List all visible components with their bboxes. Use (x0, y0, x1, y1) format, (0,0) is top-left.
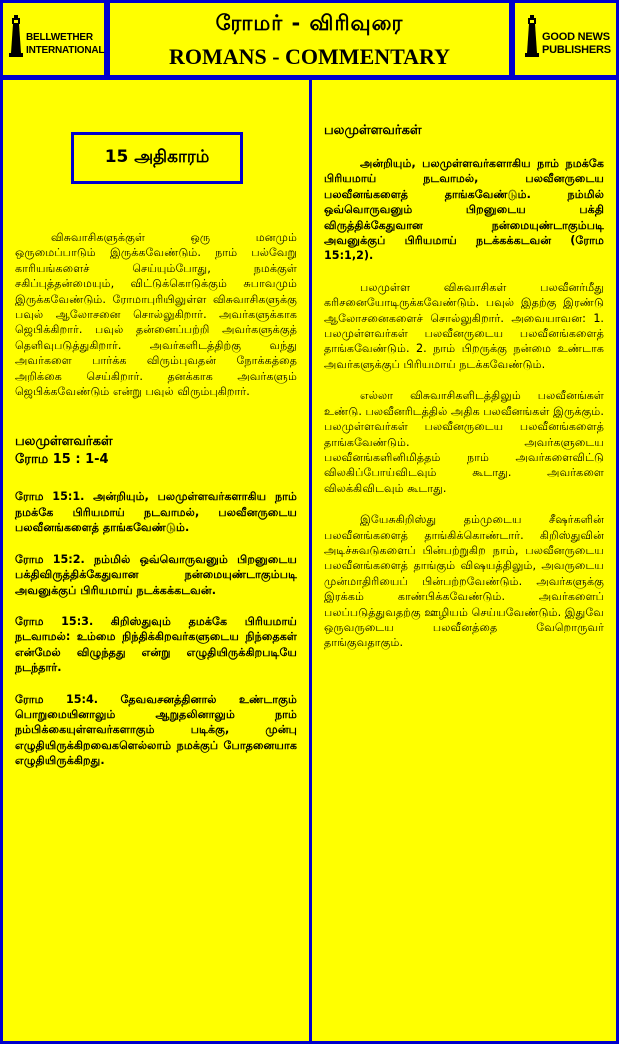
title-english: ROMANS - COMMENTARY (168, 44, 451, 69)
verse-3: ரோம 15:3. கிறிஸ்துவும் தமக்கே பிரியமாய் நடவாமல்: உம்மை நிந்திக்கிறவர்களுடைய நிந்தைகள் என்மேல் விழுந்தது என்று எழுதியிருக்கிறபடியே நடந்தார். (15, 614, 297, 675)
lighthouse-icon (525, 15, 539, 57)
paragraph-3: இயேசுகிறிஸ்து தம்முடைய சீஷர்களின் பலவீனங்களைத் தாங்கிக்கொண்டார். கிறிஸ்துவின் அடிச்சுவடுகளைப் பின்பற்றுகிற நாம், பலவீனருடைய பலவீனங்களைத் தாங்கும் விஷயத்திலும், அவருடைய முன்மாதிரியைப் பின்பற்றவேண்டும். அவர்களுக்கு இரக்கம் காண்பிக்கவேண்டும். அவர்களைப் பலப்படுத்துவதற்கு ஊழியம் செய்யவேண்டும். இதுவே ஒருவருடைய பலவீனத்தை வேறொருவர் தாங்குவதாகும். (324, 513, 604, 650)
right-column-content (324, 122, 604, 651)
verse-4: ரோம 15:4. தேவவசனத்தினால் உண்டாகும் பொறுமையினாலும் ஆறுதலினாலும் நாம் நம்பிக்கையுள்ளவர்களாகும் படிக்கு, முன்பு எழுதியிருக்கிறவைகளெல்லாம் நமக்குப் போதனையாக எழுதியிருக்கிறது. (15, 692, 297, 768)
section-reference: ரோம 15 : 1-4 (15, 452, 109, 468)
left-column (0, 77, 312, 1044)
good-news-logo (525, 15, 611, 57)
right-column (309, 77, 619, 1044)
left-logo-line1: BELLWETHER (26, 32, 93, 43)
section-heading: பலமுள்ளவர்கள் (15, 434, 113, 450)
left-column-content (15, 230, 297, 769)
verse-1: ரோம 15:1. அன்றியும், பலமுள்ளவர்களாகிய நாம் நமக்கே பிரியமாய் நடவாமல், பலவீனருடைய பலவீனங்களைத் தாங்கவேண்டும். (15, 490, 297, 535)
right-heading: பலமுள்ளவர்கள் (324, 123, 422, 138)
paragraph-1: பலமுள்ள விசுவாசிகள் பலவீனர்மீது கரிசனையோடிருக்கவேண்டும். பவுல் இதற்கு இரண்டு ஆலோசனைகளைச் சொல்லுகிறார். அவையாவன: 1. பலமுள்ளவர்கள் பலவீனருடைய பலவீனங்களைத் தாங்கவேண்டும். 2. நாம் பிறருக்கு நன்மை உண்டாக அவர்களுக்குப் பிரியமாய் நடக்கவேண்டும். (324, 280, 604, 371)
title-tamil: ரோமர் - விரிவுரை (215, 11, 404, 35)
chapter-title: 15 அதிகாரம் (104, 147, 210, 167)
verse-2: ரோம 15:2. நம்மில் ஒவ்வொருவனும் பிறனுடைய பக்திவிருத்திக்கேதுவான நன்மையுண்டாகும்படி அவனுக்குப் பிரியமாய் நடக்கக்கடவன். (15, 552, 297, 597)
bellwether-logo (9, 15, 104, 57)
intro-paragraph: விசுவாசிகளுக்குள் ஒரு மனமும் ஒருமைப்பாடும் இருக்கவேண்டும். நாம் பல்வேறு காரியங்களைச் செய்யும்போது, நமக்குள் சகிப்புத்தன்மையும், விட்டுக்கொடுக்கும் சுபாவமும் இருக்கவேண்டும். ரோமாபுரியிலுள்ள விசுவாசிகளுக்கு பவுல் ஆலோசனை சொல்லுகிறார். அவர்களுக்காக ஜெபிக்கிறார். பவுல் தன்னைப்பற்றி அவர்களுக்குத் தெளிவுபடுத்துகிறார். அவர்களிடத்திற்கு வந்து அவர்களை பார்க்க விரும்புவதன் நோக்கத்தை அறிக்கை செய்கிறார். தனக்காக அவர்களும் ஜெபிக்கவேண்டும் என்று பவுல் விரும்புகிறார். (15, 231, 297, 399)
lighthouse-icon (9, 15, 23, 57)
quote-paragraph: அன்றியும், பலமுள்ளவர்களாகிய நாம் நமக்கே பிரியமாய் நடவாமல், பலவீனருடைய பலவீனங்களைத் தாங்கவேண்டும். நம்மில் ஒவ்வொருவனும் பிறனுடைய பக்தி விருத்திக்கேதுவான நன்மையுண்டாகும்படி அவனுக்குப் பிரியமாய் நடக்கக்கடவன் (ரோம 15:1,2). (324, 157, 604, 263)
right-logo-line2: PUBLISHERS (542, 44, 611, 56)
right-logo-line1: GOOD NEWS (542, 31, 610, 43)
paragraph-2: எல்லா விசுவாசிகளிடத்திலும் பலவீனங்கள் உண்டு. பலவீனரிடத்தில் அதிக பலவீனங்கள் இருக்கும். பலமுள்ளவர்கள் பலவீனருடைய பலவீனங்களைத் தாங்கவேண்டும். அவர்களுடைய பலவீனங்களினிமித்தம் நாம் அவர்களைவிட்டு விலகிப்போய்விடவும் கூடாது. அவர்களை விலக்கிவிடவும் கூடாது. (324, 389, 604, 495)
left-logo-panel (0, 0, 107, 78)
right-logo-panel (512, 0, 619, 78)
header-title-panel (107, 0, 512, 78)
chapter-title-box (71, 132, 243, 184)
left-logo-line2: INTERNATIONAL (26, 45, 105, 56)
